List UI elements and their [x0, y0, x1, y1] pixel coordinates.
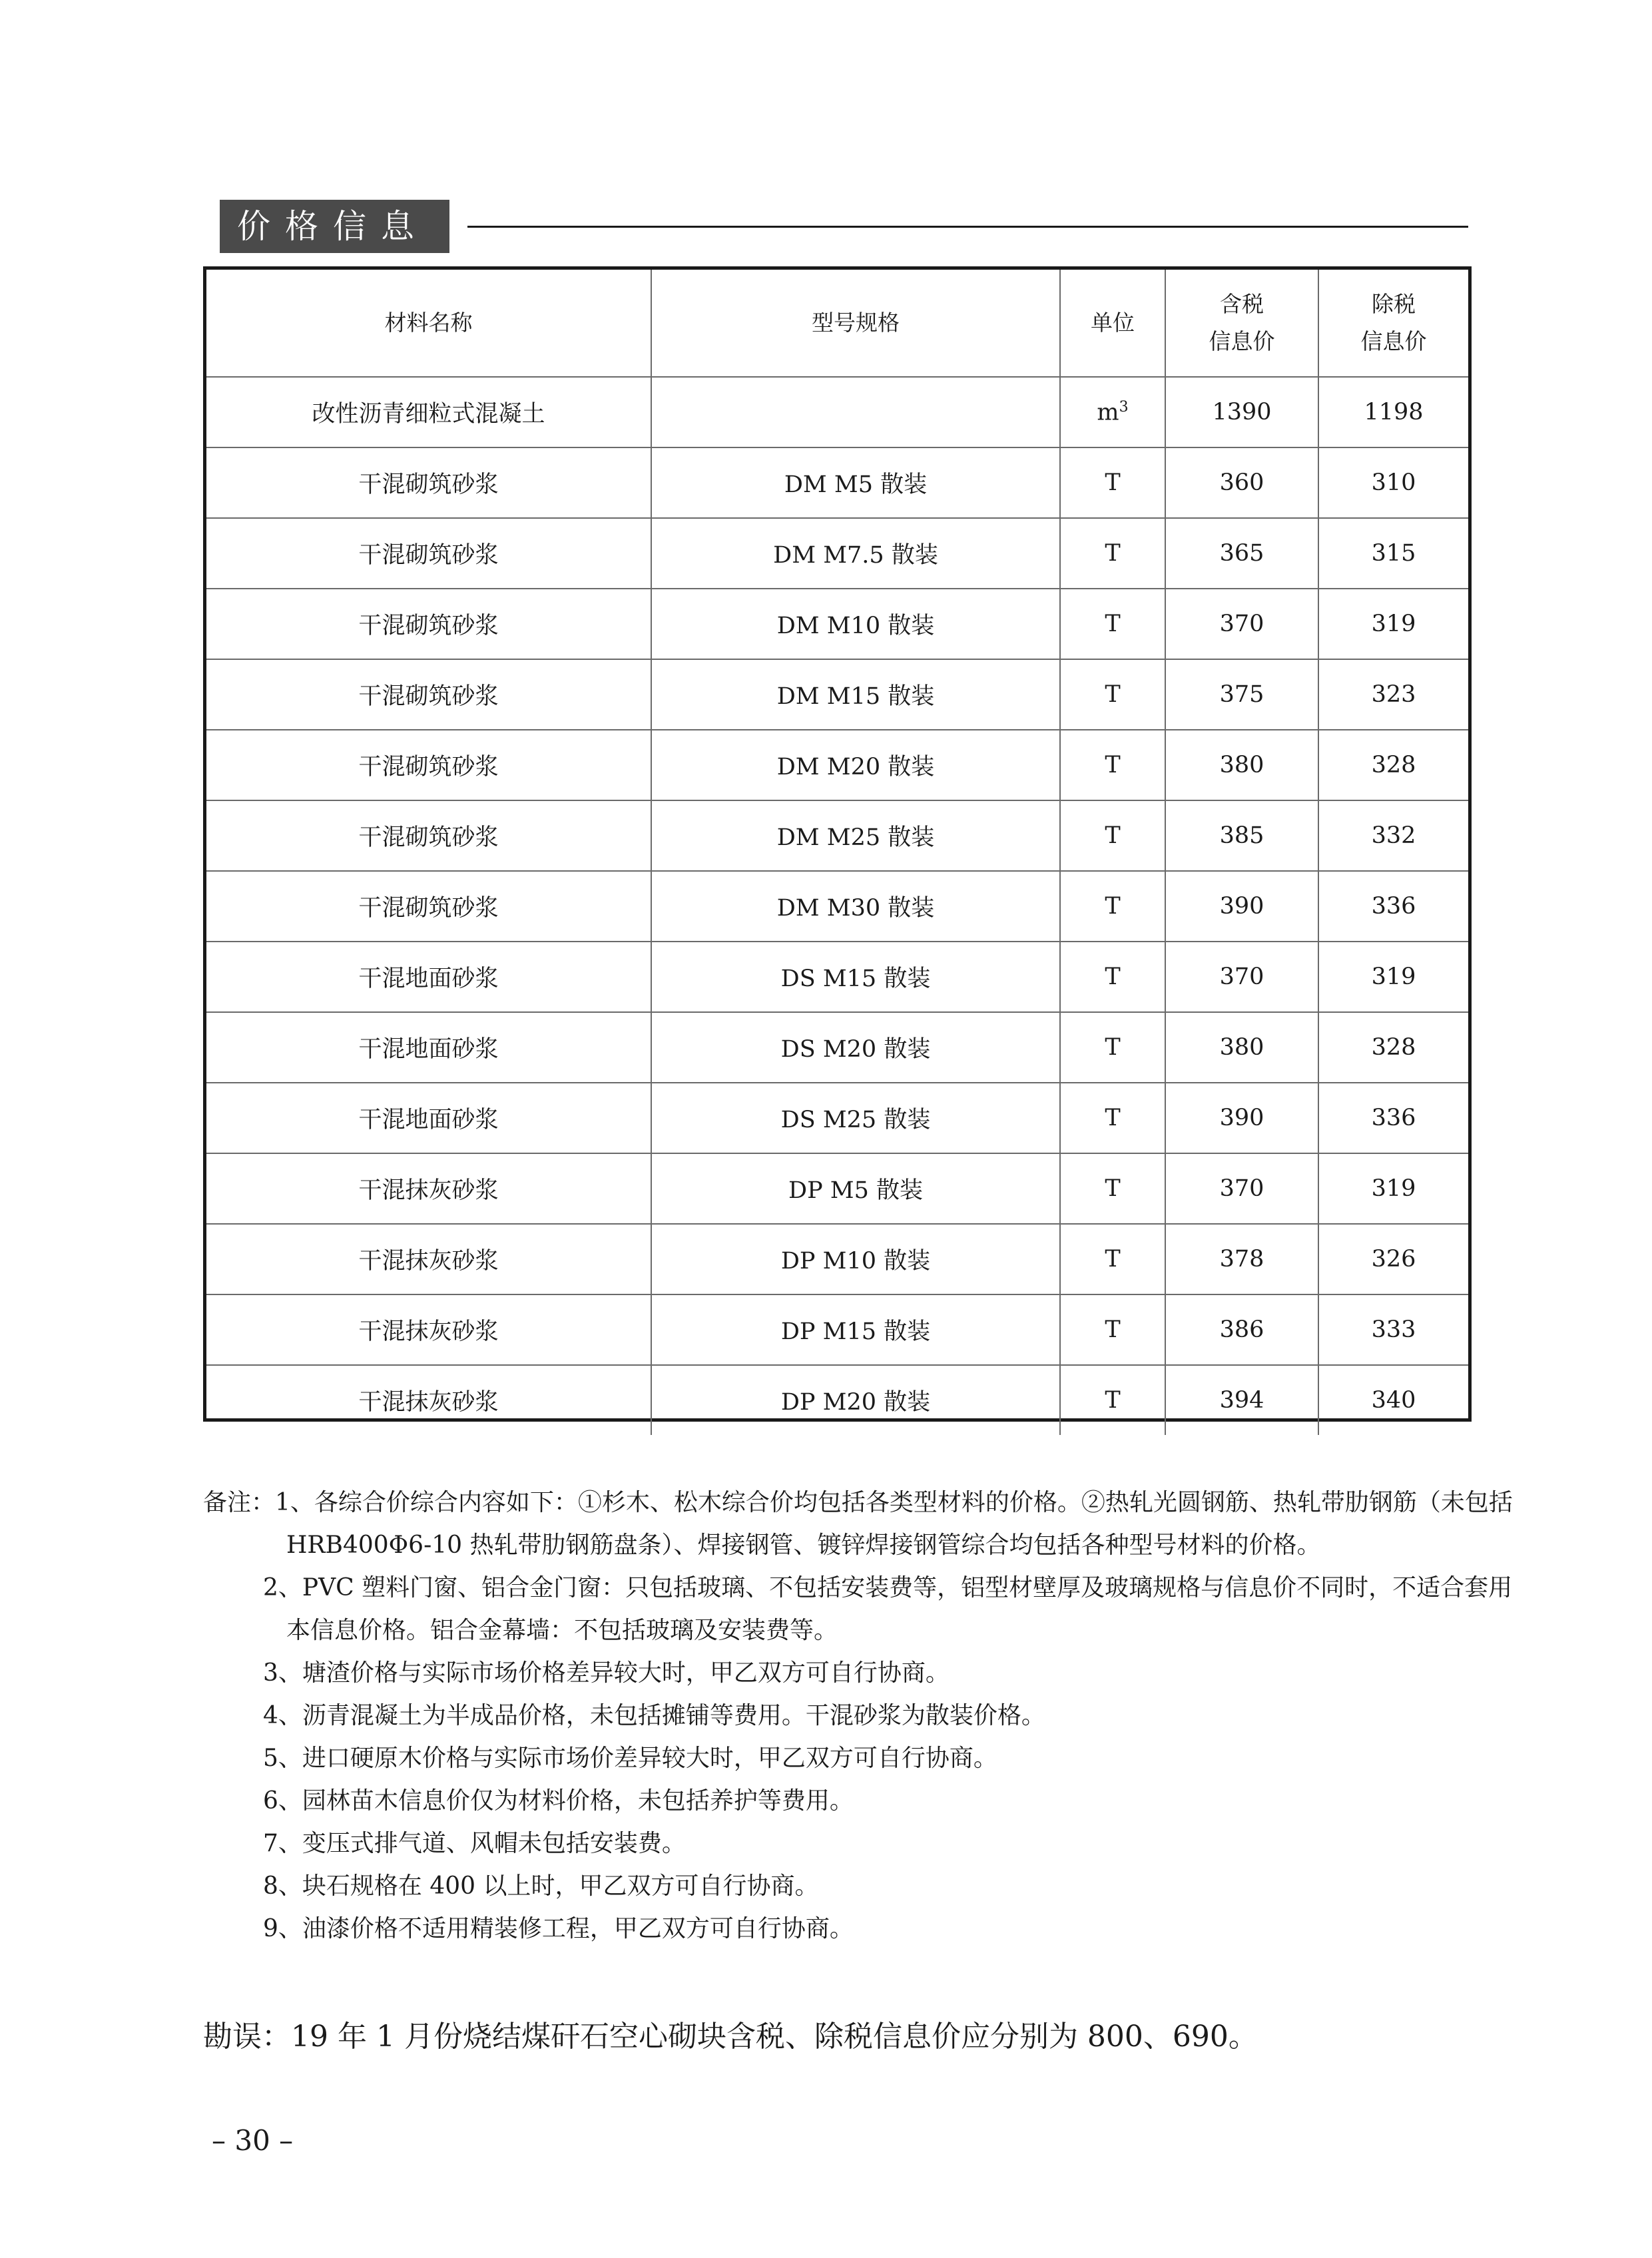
cell-unit: T — [1060, 1083, 1165, 1153]
note-line-2: 2、PVC 塑料门窗、铝合金门窗：只包括玻璃、不包括安装费等，铝型材壁厚及玻璃规格与信息价不同时，不适合套用 — [263, 1574, 1513, 1601]
cell-tax-excluded: 1198 — [1318, 377, 1468, 447]
cell-tax-included: 380 — [1165, 730, 1318, 800]
cell-name: 干混抹灰砂浆 — [206, 1294, 651, 1365]
cell-tax-included: 370 — [1165, 942, 1318, 1012]
cell-tax-excluded: 340 — [1318, 1365, 1468, 1435]
cell-spec: DP M15 散装 — [651, 1294, 1060, 1365]
table-row — [206, 1153, 1468, 1224]
cell-spec: DM M10 散装 — [651, 589, 1060, 659]
note-line-2-continued: 本信息价格。铝合金幕墙：不包括玻璃及安装费等。 — [286, 1617, 838, 1644]
cell-tax-included: 370 — [1165, 589, 1318, 659]
cell-tax-excluded: 336 — [1318, 1083, 1468, 1153]
section-title: 价格信息 — [220, 200, 449, 253]
cell-spec — [651, 377, 1060, 447]
cell-tax-included: 1390 — [1165, 377, 1318, 447]
page-number: – 30 – — [212, 2124, 294, 2157]
header-tax-excluded-line1: 除税 — [1372, 291, 1416, 317]
header-tax-included-line2: 信息价 — [1209, 328, 1275, 354]
cell-spec: DS M15 散装 — [651, 942, 1060, 1012]
cell-unit — [1060, 377, 1165, 447]
cell-unit: T — [1060, 518, 1165, 589]
cell-tax-included: 380 — [1165, 1012, 1318, 1083]
cell-tax-excluded: 332 — [1318, 800, 1468, 871]
cell-unit: T — [1060, 1224, 1165, 1294]
cell-name: 干混砌筑砂浆 — [206, 800, 651, 871]
cell-tax-included: 370 — [1165, 1153, 1318, 1224]
note-text: 1、各综合价综合内容如下：①杉木、松木综合价均包括各类型材料的价格。②热轧光圆钢筋、热轧带肋钢筋（未包括 — [275, 1489, 1513, 1516]
table-row — [206, 942, 1468, 1012]
cell-tax-excluded: 336 — [1318, 871, 1468, 942]
unit-text: m — [1097, 399, 1119, 426]
table-row — [206, 589, 1468, 659]
cell-tax-excluded: 319 — [1318, 1153, 1468, 1224]
cell-unit: T — [1060, 1153, 1165, 1224]
note-line-1-continued: HRB400Φ6-10 热轧带肋钢筋盘条）、焊接钢管、镀锌焊接钢管综合均包括各种型号材料的价格。 — [286, 1532, 1321, 1559]
cell-name: 干混地面砂浆 — [206, 1083, 651, 1153]
cell-name: 干混抹灰砂浆 — [206, 1224, 651, 1294]
note-line-1 — [203, 1482, 1513, 1524]
notes-section — [203, 1482, 1513, 1950]
table-header-row — [206, 270, 1468, 377]
cell-tax-excluded: 319 — [1318, 589, 1468, 659]
cell-spec: DP M20 散装 — [651, 1365, 1060, 1435]
cell-name: 干混砌筑砂浆 — [206, 589, 651, 659]
header-tax-included-line1: 含税 — [1220, 291, 1264, 317]
cell-spec: DM M7.5 散装 — [651, 518, 1060, 589]
cell-tax-included: 365 — [1165, 518, 1318, 589]
table-row — [206, 518, 1468, 589]
cell-spec: DS M20 散装 — [651, 1012, 1060, 1083]
header-unit: 单位 — [1060, 270, 1165, 377]
cell-unit: T — [1060, 942, 1165, 1012]
cell-unit: T — [1060, 1012, 1165, 1083]
cell-spec: DM M15 散装 — [651, 659, 1060, 730]
cell-spec: DM M20 散装 — [651, 730, 1060, 800]
cell-tax-included: 386 — [1165, 1294, 1318, 1365]
cell-name: 干混地面砂浆 — [206, 1012, 651, 1083]
header-tax-excluded-line2: 信息价 — [1360, 328, 1427, 354]
cell-tax-included: 378 — [1165, 1224, 1318, 1294]
header-material-name: 材料名称 — [206, 270, 651, 377]
cell-name: 干混砌筑砂浆 — [206, 518, 651, 589]
cell-unit: T — [1060, 730, 1165, 800]
cell-name: 干混砌筑砂浆 — [206, 871, 651, 942]
cell-tax-excluded: 323 — [1318, 659, 1468, 730]
note-line-3: 3、塘渣价格与实际市场价格差异较大时，甲乙双方可自行协商。 — [263, 1659, 950, 1687]
table-row — [206, 1012, 1468, 1083]
note-line-8: 8、块石规格在 400 以上时，甲乙双方可自行协商。 — [263, 1872, 819, 1900]
cell-tax-excluded: 326 — [1318, 1224, 1468, 1294]
cell-name: 改性沥青细粒式混凝土 — [206, 377, 651, 447]
table-row — [206, 377, 1468, 447]
note-line-9: 9、油漆价格不适用精装修工程，甲乙双方可自行协商。 — [263, 1915, 854, 1942]
header-tax-included-price — [1165, 270, 1318, 377]
unit-superscript: 3 — [1119, 398, 1129, 416]
cell-spec: DM M5 散装 — [651, 447, 1060, 518]
cell-tax-included: 390 — [1165, 1083, 1318, 1153]
table-row — [206, 1083, 1468, 1153]
note-line-7: 7、变压式排气道、风帽未包括安装费。 — [263, 1830, 686, 1857]
cell-unit: T — [1060, 447, 1165, 518]
table-row — [206, 730, 1468, 800]
cell-tax-excluded: 310 — [1318, 447, 1468, 518]
cell-name: 干混抹灰砂浆 — [206, 1153, 651, 1224]
cell-unit: T — [1060, 659, 1165, 730]
cell-unit: T — [1060, 589, 1165, 659]
cell-tax-included: 390 — [1165, 871, 1318, 942]
cell-tax-included: 394 — [1165, 1365, 1318, 1435]
note-line-6: 6、园林苗木信息价仅为材料价格，未包括养护等费用。 — [263, 1787, 854, 1815]
table-row — [206, 1365, 1468, 1435]
notes-prefix: 备注： — [203, 1489, 276, 1516]
cell-tax-excluded: 333 — [1318, 1294, 1468, 1365]
cell-spec: DM M25 散装 — [651, 800, 1060, 871]
cell-spec: DP M5 散装 — [651, 1153, 1060, 1224]
table-row — [206, 447, 1468, 518]
cell-tax-excluded: 328 — [1318, 1012, 1468, 1083]
header-rule — [467, 226, 1468, 228]
table-row — [206, 871, 1468, 942]
cell-name: 干混砌筑砂浆 — [206, 659, 651, 730]
header-tax-excluded-price — [1318, 270, 1468, 377]
note-line-5: 5、进口硬原木价格与实际市场价差异较大时，甲乙双方可自行协商。 — [263, 1745, 997, 1772]
cell-unit: T — [1060, 1294, 1165, 1365]
cell-name: 干混砌筑砂浆 — [206, 447, 651, 518]
cell-spec: DM M30 散装 — [651, 871, 1060, 942]
cell-tax-excluded: 319 — [1318, 942, 1468, 1012]
table-row — [206, 800, 1468, 871]
cell-tax-included: 360 — [1165, 447, 1318, 518]
cell-tax-excluded: 328 — [1318, 730, 1468, 800]
erratum-text: 勘误：19 年 1 月份烧结煤矸石空心砌块含税、除税信息价应分别为 800、690。 — [203, 2020, 1258, 2054]
cell-tax-included: 385 — [1165, 800, 1318, 871]
cell-spec: DS M25 散装 — [651, 1083, 1060, 1153]
table-row — [206, 1224, 1468, 1294]
cell-unit: T — [1060, 871, 1165, 942]
cell-tax-included: 375 — [1165, 659, 1318, 730]
header-spec: 型号规格 — [651, 270, 1060, 377]
cell-spec: DP M10 散装 — [651, 1224, 1060, 1294]
table-row — [206, 659, 1468, 730]
cell-tax-excluded: 315 — [1318, 518, 1468, 589]
cell-unit: T — [1060, 1365, 1165, 1435]
price-table — [203, 266, 1472, 1422]
section-header — [220, 200, 1468, 253]
cell-name: 干混抹灰砂浆 — [206, 1365, 651, 1435]
cell-unit: T — [1060, 800, 1165, 871]
table-row — [206, 1294, 1468, 1365]
note-line-4: 4、沥青混凝土为半成品价格，未包括摊铺等费用。干混砂浆为散装价格。 — [263, 1702, 1045, 1729]
cell-name: 干混地面砂浆 — [206, 942, 651, 1012]
cell-name: 干混砌筑砂浆 — [206, 730, 651, 800]
